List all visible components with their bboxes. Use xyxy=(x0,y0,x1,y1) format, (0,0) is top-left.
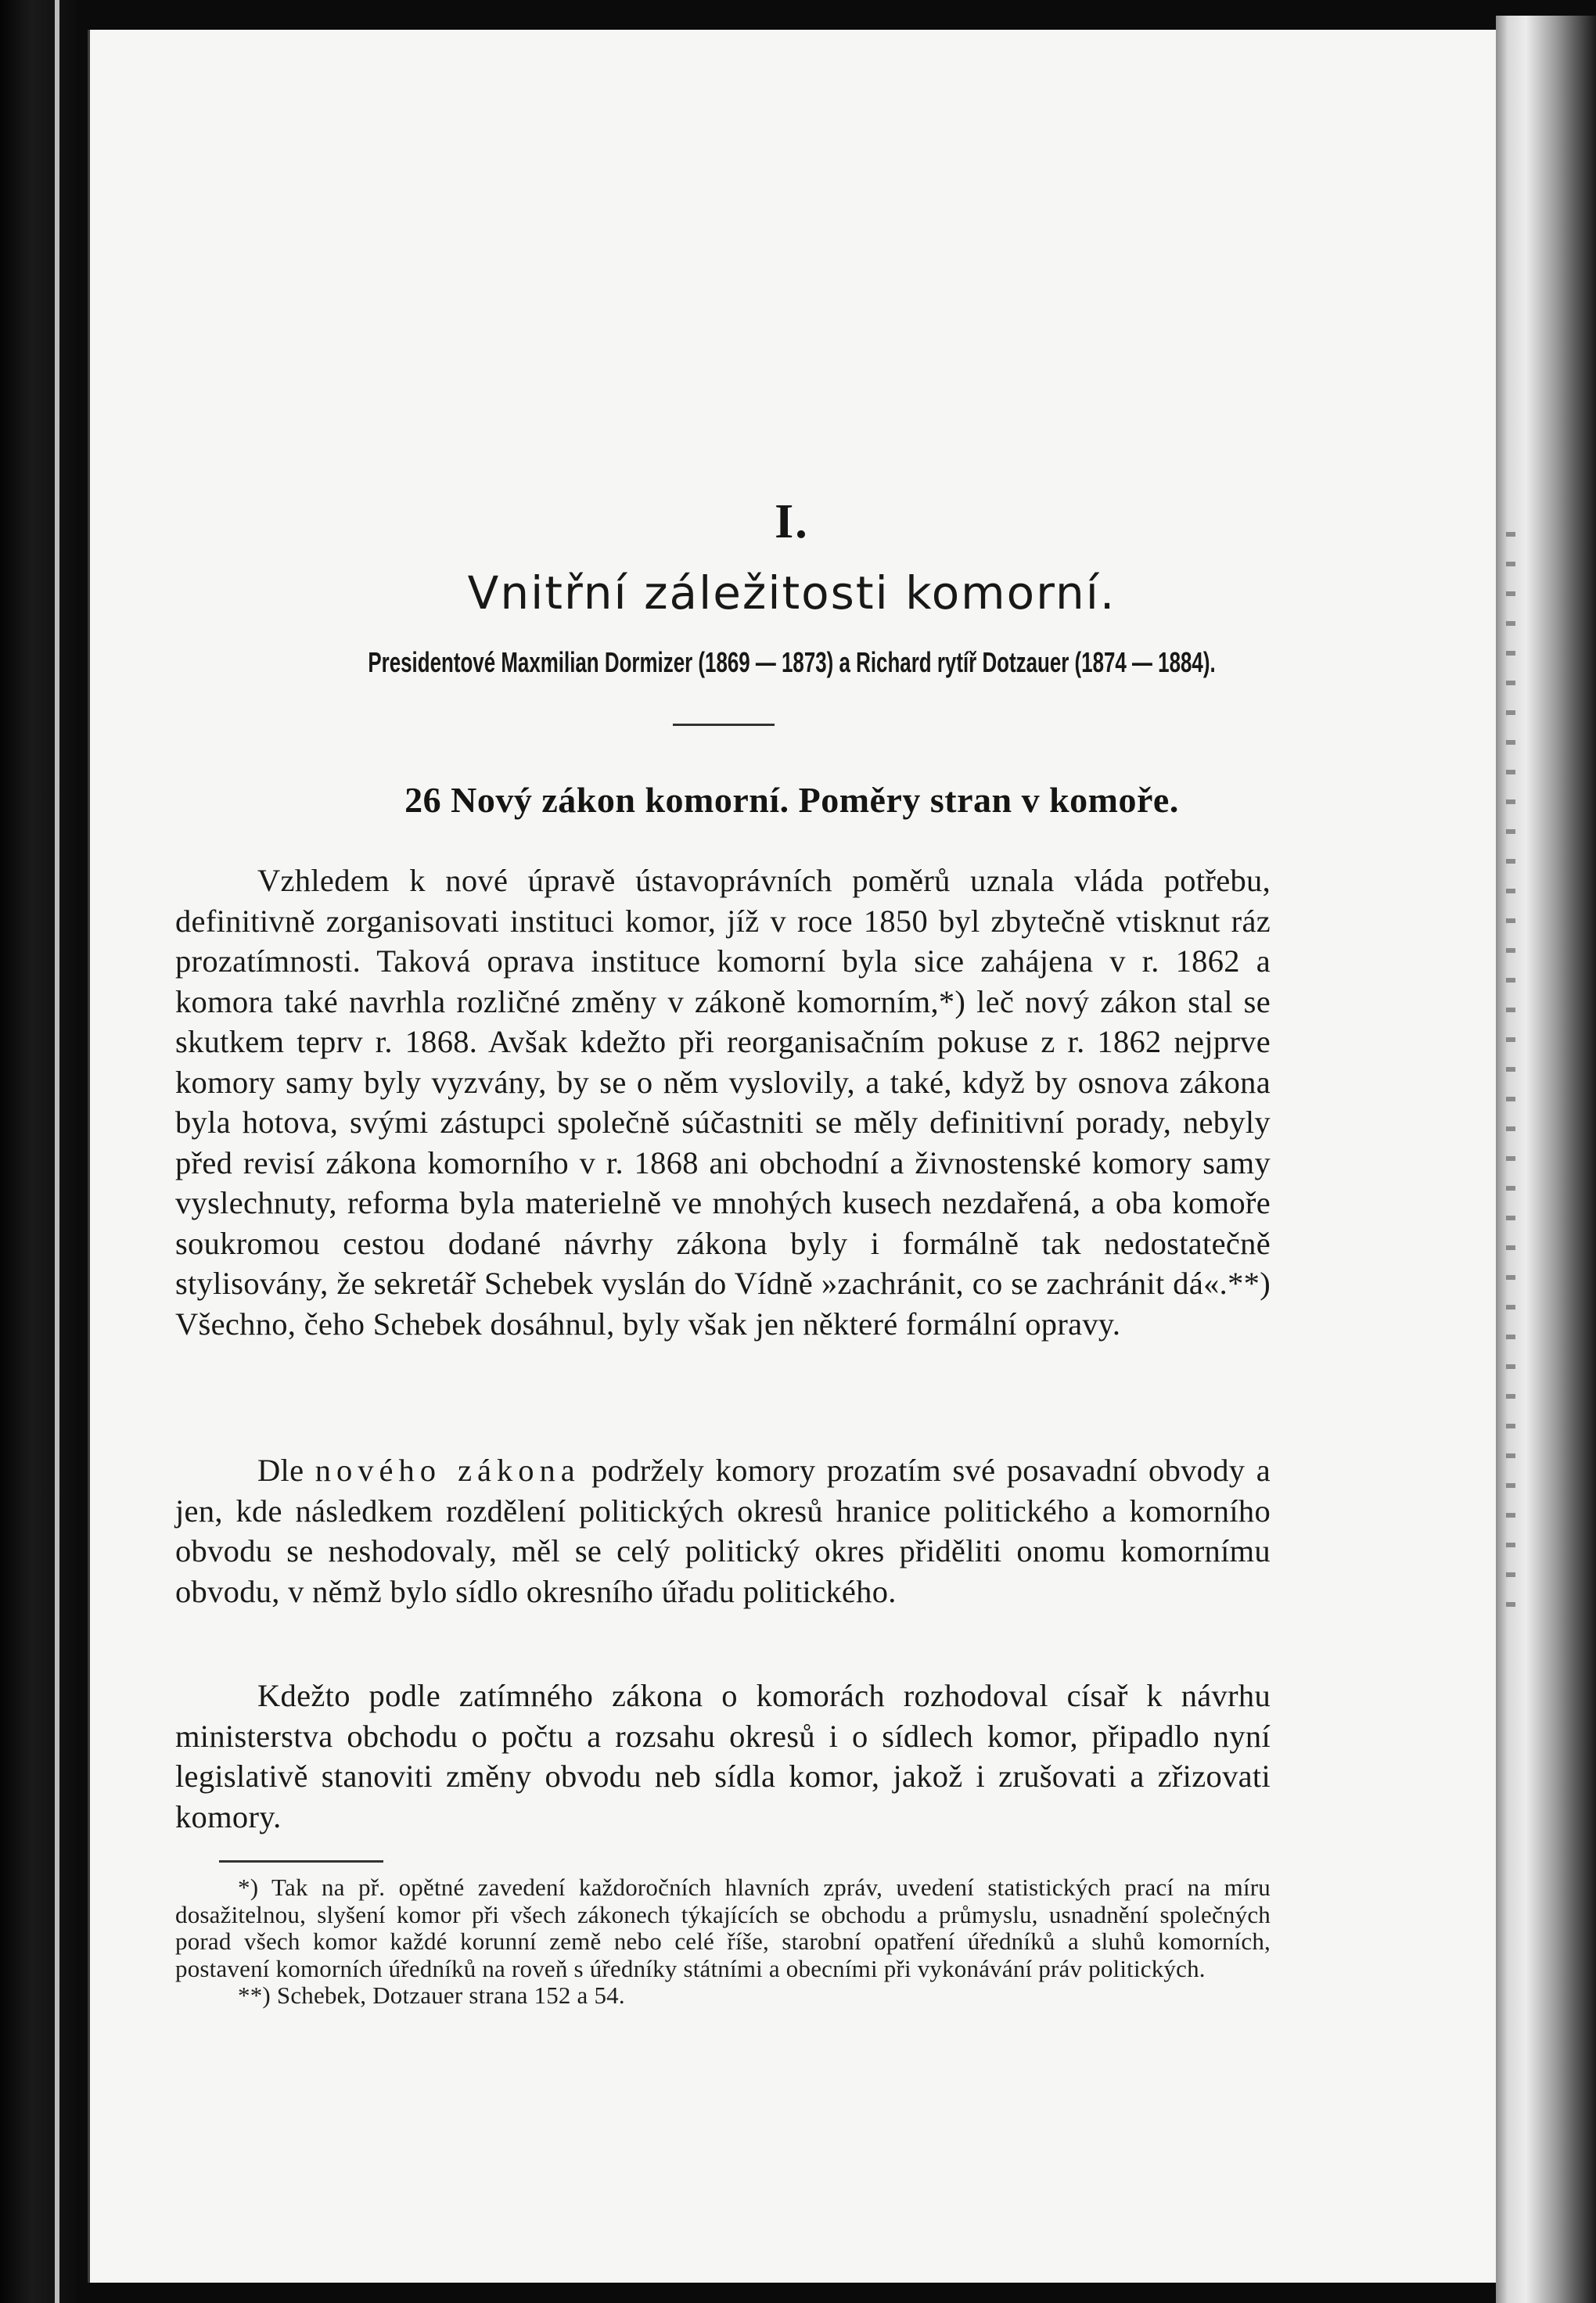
footnotes xyxy=(175,1874,1271,2010)
scan-left-border xyxy=(0,0,78,2303)
page-content xyxy=(88,0,1496,2303)
paragraph-2-emphasis: nového zákona xyxy=(315,1453,581,1488)
chapter-title: Vnitřní záležitosti komorní. xyxy=(467,566,1116,620)
footnote-divider xyxy=(219,1860,383,1863)
title-divider xyxy=(673,724,775,726)
paragraph-3 xyxy=(175,1676,1271,1837)
paragraph-1-text: Vzhledem k nové úpravě ústavoprávních poměrů uznala vláda potřebu, definitivně zorganisovati instituci komor, jíž v roce 1850 byl zbytečně vtisknut ráz prozatímnosti. Taková oprava instituce komorní byla sice zahájena v r. 1862 a komora také navrhla rozličné změny v zákoně komorním,*) leč nový zákon stal se skutkem teprv r. 1868. Avšak kdežto při reorganisačním pokuse z r. 1862 nejprve komory samy byly vyzvány, by se o něm vyslovily, a také, když by osnova zákona byla hotova, svými zástupci společně súčastniti se měly definitivní porady, nebyly před revisí zákona komorního v r. 1868 ani obchodní a živnostenské komory samy vyslechnuty, reforma byla materielně ve mnohých kusech nezdařená, a oba komoře soukromou cestou dodané návrhy zákona byly i formálně tak nedostatečně stylisovány, že sekretář Schebek vyslán do Vídně »zachránit, co se zachránit dá«.**) Všechno, čeho Schebek dosáhnul, byly však jen některé formální opravy. xyxy=(175,863,1271,1342)
paragraph-1 xyxy=(175,860,1271,1344)
footnote-2: **) Schebek, Dotzauer strana 152 a 54. xyxy=(238,1981,625,2009)
footnote-1: *) Tak na př. opětné zavedení každoročních hlavních zpráv, uvedení statistických prací na míru dosažitelnou, slyšení komor při všech zákonech týkajících se obchodu a průmyslu, usnadnění společných porad všech komor každé korunní země nebo celé říše, starobní opatření úředníků a sluhů komorních, postavení komorních úředníků na roveň s úředníky státními a obecními při vykonávání práv politických. xyxy=(175,1874,1271,1982)
previous-page-edge xyxy=(55,0,59,2303)
section-title: 26 Nový zákon komorní. Poměry stran v komoře. xyxy=(404,780,1179,820)
page-edge-marks xyxy=(1506,532,1515,1627)
chapter-number: I. xyxy=(775,495,809,548)
paragraph-2 xyxy=(175,1450,1271,1611)
paragraph-2-lead: Dle xyxy=(257,1453,304,1488)
paragraph-2-text xyxy=(175,1450,1271,1611)
chapter-subtitle: Presidentové Maxmilian Dormizer (1869 — 1873) a Richard rytíř Dotzauer (1874 — 1884). xyxy=(368,646,1216,678)
paragraph-3-text: Kdežto podle zatímného zákona o komorách rozhodoval císař k návrhu ministerstva obchodu o počtu a rozsahu okresů i o sídlech komor, připadlo nyní legislativě stanoviti změny obvodu neb sídla komor, jakož i zrušovati a zřizovati komory. xyxy=(175,1678,1271,1834)
paragraph-2-rest: podržely komory prozatím své posavadní obvody a jen, kde následkem rozdělení politických okresů hranice politického a komorního obvodu se neshodovaly, měl se celý politický okres přiděliti onomu komornímu obvodu, v němž bylo sídlo okresního úřadu politického. xyxy=(175,1453,1271,1609)
